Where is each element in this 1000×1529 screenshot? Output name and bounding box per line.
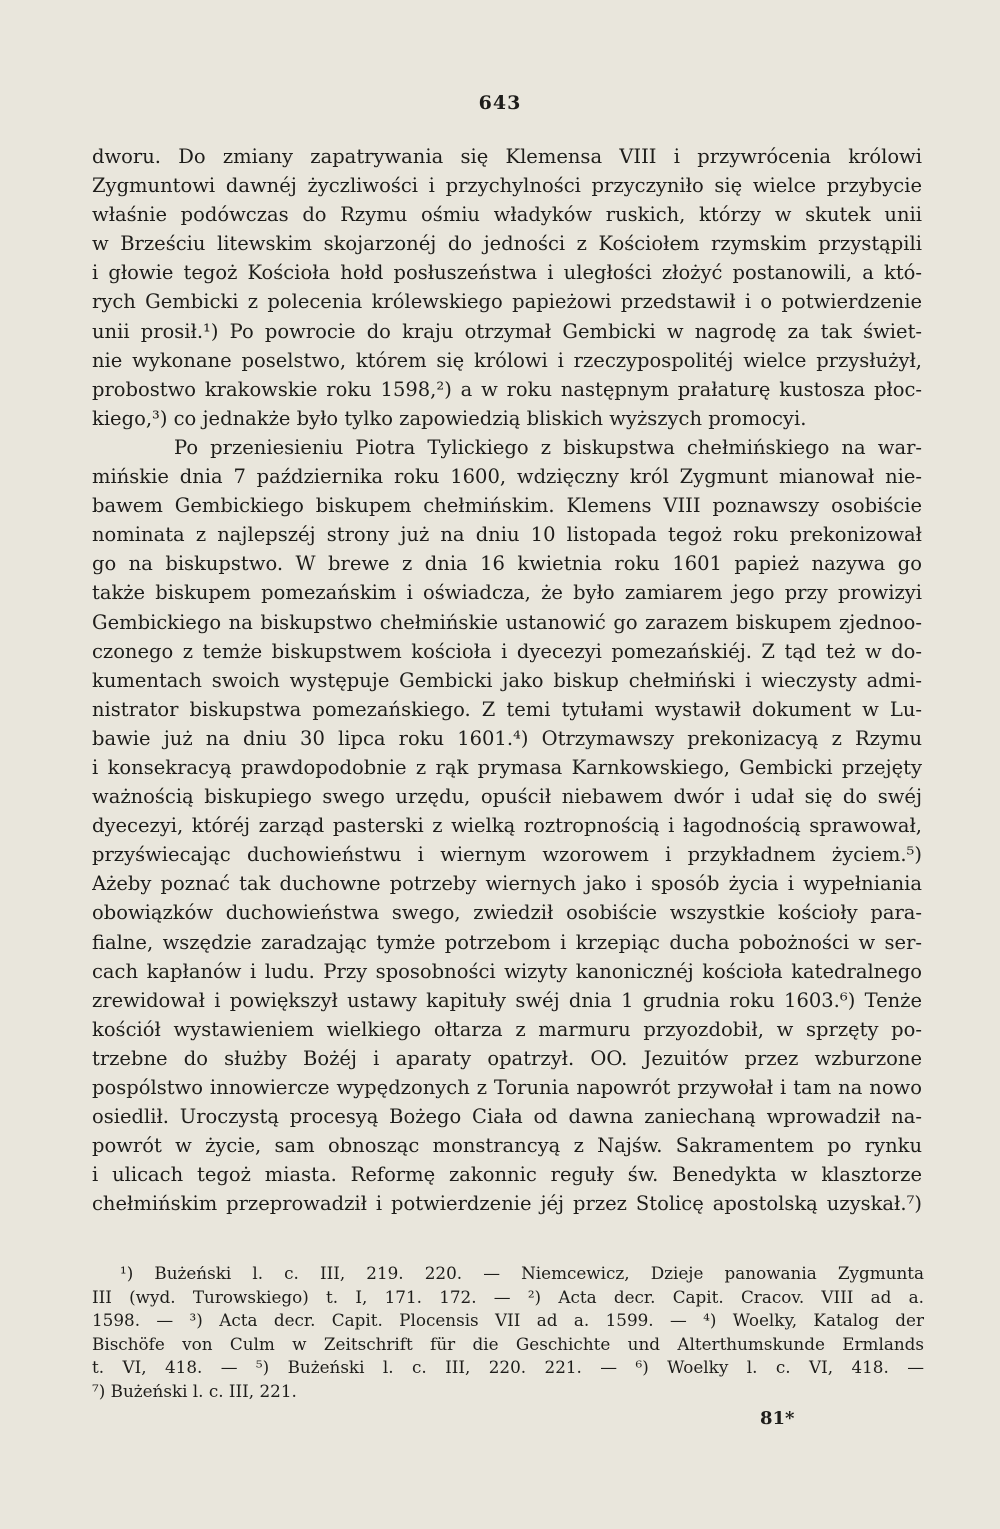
text-line: przyświecając duchowieństwu i wiernym wzorowem i przykładnem życiem.⁵): [92, 843, 922, 867]
text-line: czonego z temże biskupstwem kościoła i dyecezyi pomezańskiéj. Z tąd też w do-: [92, 639, 922, 663]
text-line: obowiązków duchowieństwa swego, zwiedził osobiście wszystkie kościoły para-: [92, 901, 922, 925]
text-line: w Brześciu litewskim skojarzonéj do jedności z Kościołem rzymskim przystąpili: [92, 232, 922, 256]
text-line: osiedlił. Uroczystą procesyą Bożego Ciała od dawna zaniechaną wprowadził na-: [92, 1105, 922, 1129]
text-line: Ażeby poznać tak duchowne potrzeby wiernych jako i sposób życia i wypełniania: [92, 872, 922, 896]
text-line: także biskupem pomezańskim i oświadcza, że było zamiarem jego przy prowizyi: [92, 581, 922, 605]
text-line: powrót w życie, sam obnosząc monstrancyą z Najśw. Sakramentem po rynku: [92, 1134, 922, 1158]
text-line: i konsekracyą prawdopodobnie z rąk prymasa Karnkowskiego, Gembicki przejęty: [92, 755, 922, 779]
text-line: Gembickiego na biskupstwo chełmińskie ustanowić go zarazem biskupem zjednoo-: [92, 610, 922, 634]
text-line: nistrator biskupstwa pomezańskiego. Z temi tytułami wystawił dokument w Lu-: [92, 697, 922, 721]
footnote-line: t. VI, 418. — ⁵) Bużeński l. c. III, 220. 221. — ⁶) Woelky l. c. VI, 418. —: [92, 1357, 924, 1377]
signature-mark: 81*: [760, 1408, 795, 1429]
text-line: kiego,³) co jednakże było tylko zapowiedzią bliskich wyższych promocyi.: [92, 406, 807, 430]
text-line: trzebne do służby Bożéj i aparaty opatrzył. OO. Jezuitów przez wzburzone: [92, 1046, 922, 1070]
text-line: unii prosił.¹) Po powrocie do kraju otrzymał Gembicki w nagrodę za tak świet-: [92, 319, 922, 343]
text-line: chełmińskim przeprowadził i potwierdzenie jéj przez Stolicę apostolską uzyskał.⁷): [92, 1192, 922, 1216]
text-line: i głowie tegoż Kościoła hołd posłuszeństwa i uległości złożyć postanowili, a któ-: [92, 261, 922, 285]
body-text: [92, 142, 922, 1218]
text-line: zrewidował i powiększył ustawy kapituły swéj dnia 1 grudnia roku 1603.⁶) Tenże: [92, 988, 922, 1012]
footnote-line: III (wyd. Turowskiego) t. I, 171. 172. — ²) Acta decr. Capit. Cracov. VIII ad a.: [92, 1286, 924, 1307]
paragraph-start-line: Po przeniesieniu Piotra Tylickiego z biskupstwa chełmińskiego na war-: [174, 435, 922, 459]
footnote-line: Bischöfe von Culm w Zeitschrift für die Geschichte und Alterthumskunde Ermlands: [92, 1333, 924, 1354]
text-line: mińskie dnia 7 października roku 1600, wdzięczny król Zygmunt mianował nie-: [92, 465, 922, 489]
text-line: rych Gembicki z polecenia królewskiego papieżowi przedstawił i o potwierdzenie: [92, 290, 922, 314]
text-line: i ulicach tegoż miasta. Reformę zakonnic reguły św. Benedykta w klasztorze: [92, 1163, 922, 1187]
text-line: nie wykonane poselstwo, którem się królowi i rzeczypospolitéj wielce przysłużył,: [92, 348, 922, 372]
text-line: kościół wystawieniem wielkiego ołtarza z marmuru przyozdobił, w sprzęty po-: [92, 1017, 922, 1041]
text-line: fialne, wszędzie zaradzając tymże potrzebom i krzepiąc ducha pobożności w ser-: [92, 930, 922, 954]
text-line: dyecezyi, któréj zarząd pasterski z wielką roztropnością i łagodnością sprawował,: [92, 814, 922, 838]
footnote-line: ⁷) Bużeński l. c. III, 221.: [92, 1380, 297, 1401]
text-line: właśnie podówczas do Rzymu ośmiu władyków ruskich, którzy w skutek unii: [92, 203, 922, 227]
page-number: 643: [478, 92, 522, 114]
text-line: dworu. Do zmiany zapatrywania się Klemensa VIII i przywrócenia królowi: [92, 145, 922, 168]
footnote-line: 1598. — ³) Acta decr. Capit. Plocensis VII ad a. 1599. — ⁴) Woelky, Katalog der: [92, 1310, 924, 1330]
text-line: pospólstwo innowiercze wypędzonych z Torunia napowrót przywołał i tam na nowo: [92, 1076, 922, 1099]
text-line: Zygmuntowi dawnéj życzliwości i przychylności przyczyniło się wielce przybycie: [92, 174, 922, 198]
text-line: nominata z najlepszéj strony już na dniu 10 listopada tegoż roku prekonizował: [92, 523, 922, 547]
text-line: cach kapłanów i ludu. Przy sposobności wizyty kanonicznéj kościoła katedralnego: [92, 959, 922, 983]
text-line: kumentach swoich występuje Gembicki jako biskup chełmiński i wieczysty admi-: [92, 668, 922, 692]
text-line: go na biskupstwo. W brewe z dnia 16 kwietnia roku 1601 papież nazywa go: [92, 552, 922, 576]
footnote-line: ¹) Bużeński l. c. III, 219. 220. — Niemcewicz, Dzieje panowania Zygmunta: [120, 1263, 924, 1283]
text-line: probostwo krakowskie roku 1598,²) a w roku następnym prałaturę kustosza płoc-: [92, 377, 922, 401]
text-line: bawie już na dniu 30 lipca roku 1601.⁴) Otrzymawszy prekonizacyą z Rzymu: [92, 726, 922, 750]
text-line: bawem Gembickiego biskupem chełmińskim. Klemens VIII poznawszy osobiście: [92, 494, 922, 518]
text-line: ważnością biskupiego swego urzędu, opuścił niebawem dwór i udał się do swéj: [92, 785, 922, 809]
footnotes: [92, 1262, 924, 1403]
